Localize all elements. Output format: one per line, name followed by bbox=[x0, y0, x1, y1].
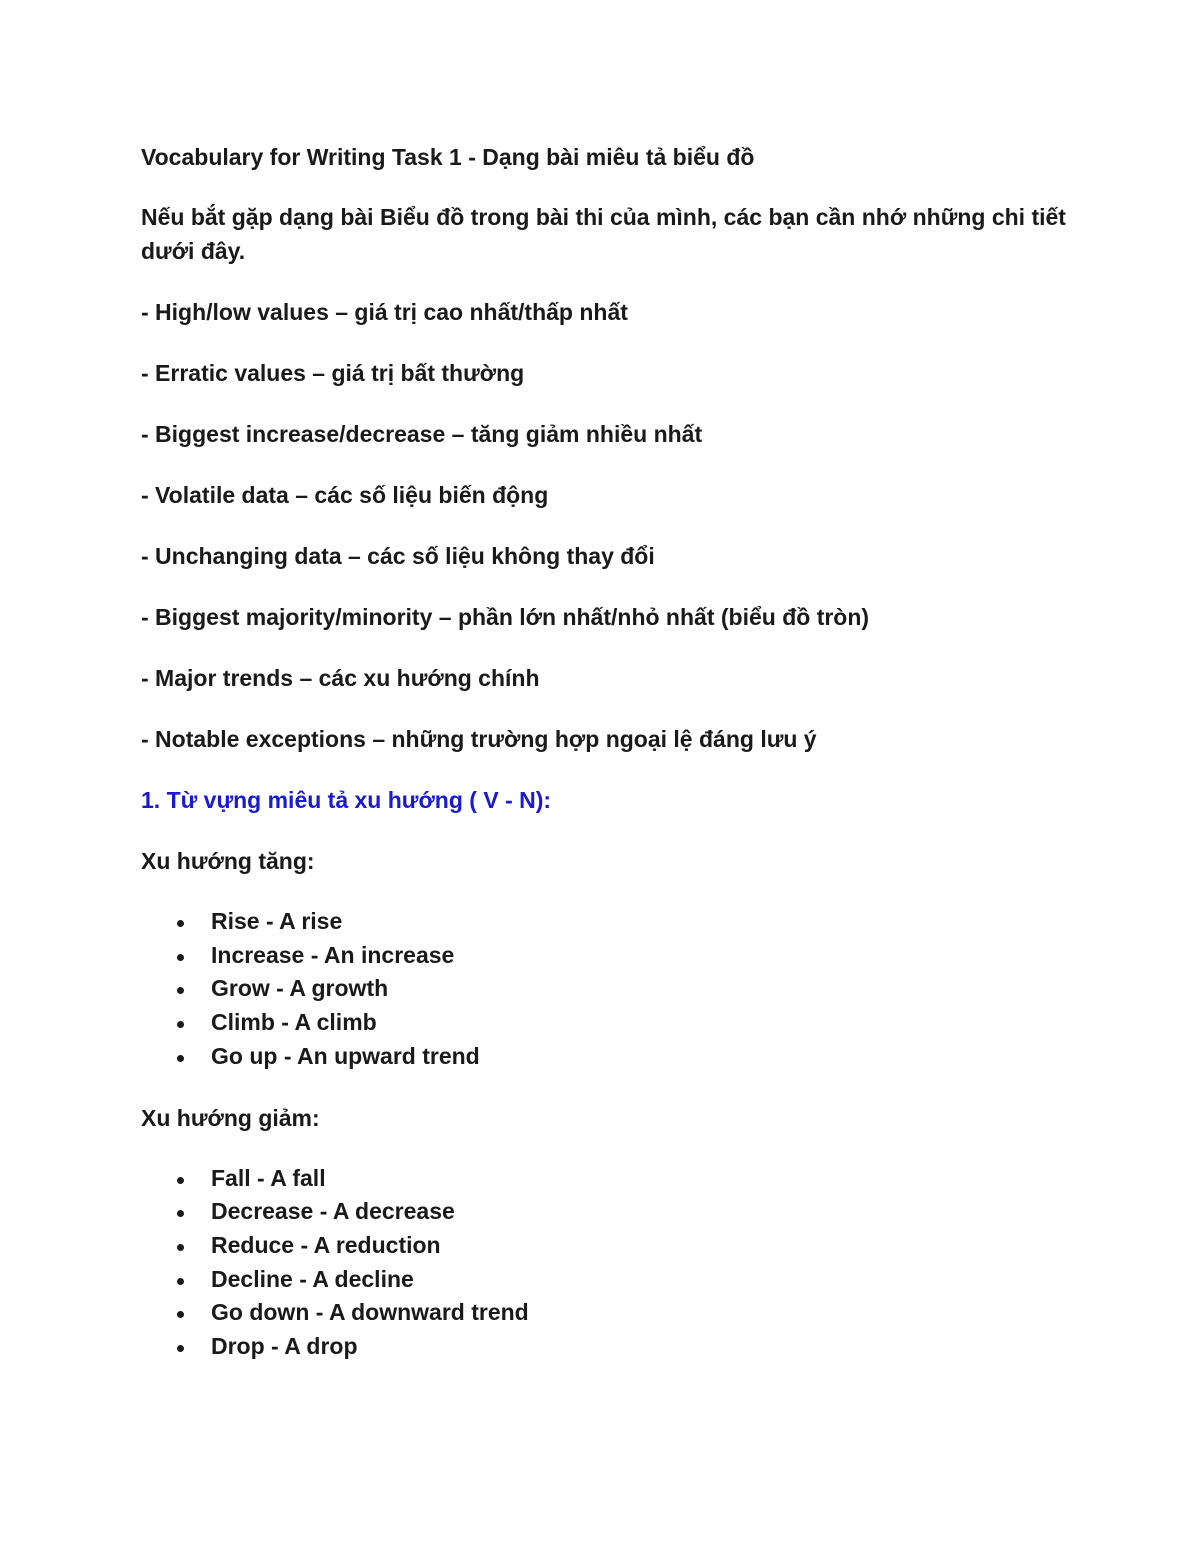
term-line: - Volatile data – các số liệu biến động bbox=[141, 482, 549, 508]
list-item bbox=[141, 905, 1081, 939]
term-line: - Major trends – các xu hướng chính bbox=[141, 665, 540, 691]
intro-paragraph: Nếu bắt gặp dạng bài Biểu đồ trong bài thi của mình, các bạn cần nhớ những chi tiết dưới đây. bbox=[141, 204, 1066, 264]
document-title: Vocabulary for Writing Task 1 - Dạng bài miêu tả biểu đồ bbox=[141, 144, 755, 170]
list-item-text: Increase - An increase bbox=[211, 941, 455, 968]
list-item-text: Go down - A downward trend bbox=[211, 1299, 529, 1326]
list-item bbox=[141, 1040, 1081, 1074]
bullet-icon bbox=[177, 1278, 184, 1285]
list-item-text: Reduce - A reduction bbox=[211, 1231, 441, 1258]
list-item-text: Go up - An upward trend bbox=[211, 1042, 480, 1069]
upward-trend-list bbox=[141, 905, 1081, 1074]
downward-trend-list bbox=[141, 1162, 1081, 1364]
list-item bbox=[141, 939, 1081, 973]
bullet-icon bbox=[177, 1021, 184, 1028]
list-item bbox=[141, 1330, 1081, 1364]
list-item bbox=[141, 972, 1081, 1006]
section-heading: 1. Từ vựng miêu tả xu hướng ( V - N): bbox=[141, 787, 552, 813]
bullet-icon bbox=[177, 1055, 184, 1062]
list-item bbox=[141, 1162, 1081, 1196]
document-page bbox=[141, 140, 1081, 1391]
term-line: - Notable exceptions – những trường hợp ngoại lệ đáng lưu ý bbox=[141, 726, 817, 752]
list-item-text: Rise - A rise bbox=[211, 908, 343, 934]
list-item bbox=[141, 1195, 1081, 1229]
term-line: - Biggest increase/decrease – tăng giảm nhiều nhất bbox=[141, 421, 703, 447]
term-line: - Erratic values – giá trị bất thường bbox=[141, 360, 525, 386]
term-line: - High/low values – giá trị cao nhất/thấp nhất bbox=[141, 299, 628, 325]
bullet-icon bbox=[177, 1311, 184, 1318]
upward-trend-label: Xu hướng tăng: bbox=[141, 848, 315, 874]
bullet-icon bbox=[177, 1177, 184, 1184]
bullet-icon bbox=[177, 987, 184, 994]
list-item-text: Drop - A drop bbox=[211, 1333, 358, 1360]
list-item bbox=[141, 1263, 1081, 1297]
list-item-text: Grow - A growth bbox=[211, 975, 389, 1002]
list-item bbox=[141, 1006, 1081, 1040]
bullet-icon bbox=[177, 1210, 184, 1217]
list-item-text: Climb - A climb bbox=[211, 1009, 377, 1036]
bullet-icon bbox=[177, 1345, 184, 1352]
list-item-text: Decrease - A decrease bbox=[211, 1198, 455, 1225]
list-item bbox=[141, 1296, 1081, 1330]
list-item bbox=[141, 1229, 1081, 1263]
list-item-text: Fall - A fall bbox=[211, 1164, 326, 1191]
list-item-text: Decline - A decline bbox=[211, 1265, 414, 1292]
term-line: - Biggest majority/minority – phần lớn nhất/nhỏ nhất (biểu đồ tròn) bbox=[141, 604, 870, 630]
term-line: - Unchanging data – các số liệu không thay đổi bbox=[141, 543, 655, 569]
bullet-icon bbox=[177, 1244, 184, 1251]
bullet-icon bbox=[177, 954, 184, 961]
bullet-icon bbox=[177, 920, 184, 927]
downward-trend-label: Xu hướng giảm: bbox=[141, 1104, 320, 1131]
